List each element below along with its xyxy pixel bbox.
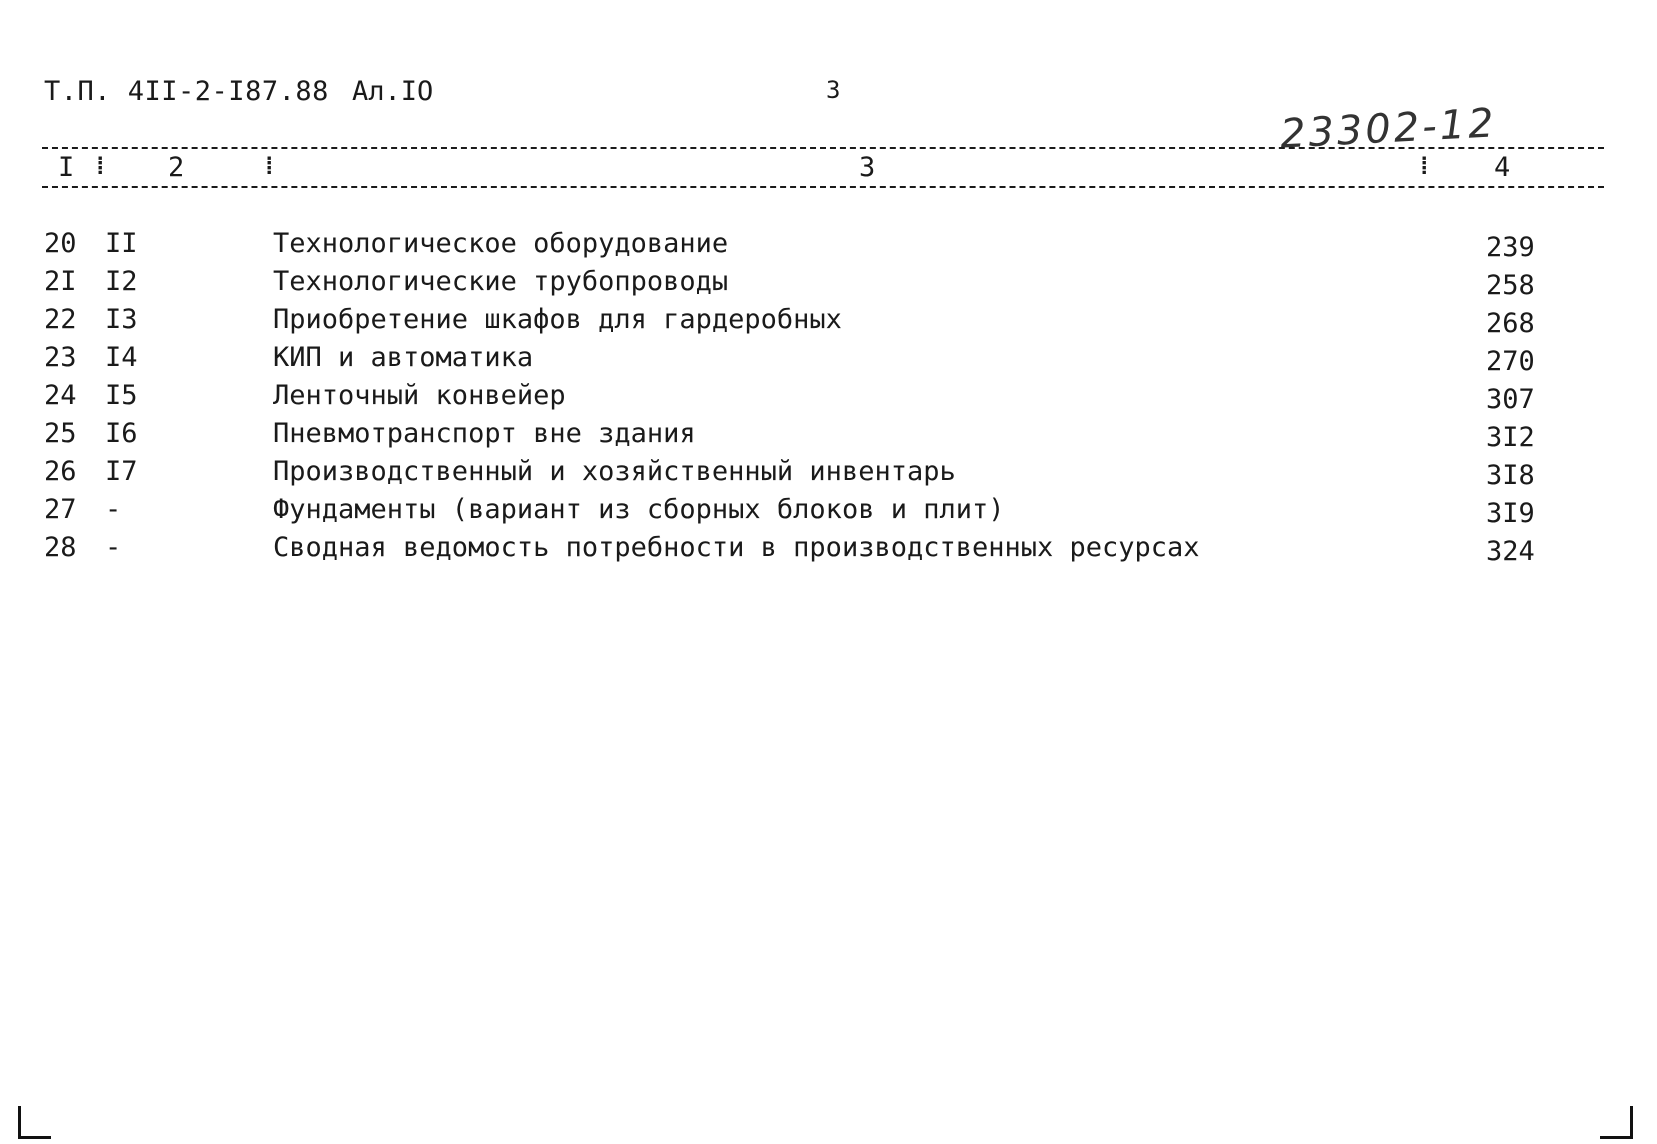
item-section: II: [105, 228, 138, 259]
item-page: 258: [1486, 270, 1535, 301]
item-number: 23: [44, 342, 77, 373]
list-item: [0, 342, 1657, 380]
contents-list: [0, 228, 1657, 570]
item-title: Приобретение шкафов для гардеробных: [273, 304, 842, 335]
column-separator: ⁞: [262, 152, 277, 180]
item-number: 20: [44, 228, 77, 259]
item-title: Фундаменты (вариант из сборных блоков и плит): [273, 494, 1005, 525]
item-title: Ленточный конвейер: [273, 380, 566, 411]
item-number: 27: [44, 494, 77, 525]
item-page: 270: [1486, 346, 1535, 377]
item-number: 24: [44, 380, 77, 411]
item-page: 3I8: [1486, 460, 1535, 491]
item-title: Производственный и хозяйственный инвентарь: [273, 456, 956, 487]
item-section: I4: [105, 342, 138, 373]
list-item: [0, 228, 1657, 266]
item-section: I7: [105, 456, 138, 487]
item-section: I6: [105, 418, 138, 449]
item-number: 2I: [44, 266, 77, 297]
list-item: [0, 266, 1657, 304]
item-title: КИП и автоматика: [273, 342, 534, 373]
sheet-label: Ал.IO: [352, 76, 434, 107]
item-page: 268: [1486, 308, 1535, 339]
list-item: [0, 304, 1657, 342]
list-item: [0, 456, 1657, 494]
item-page: 239: [1486, 232, 1535, 263]
item-number: 22: [44, 304, 77, 335]
item-number: 26: [44, 456, 77, 487]
column-header-3: 3: [859, 152, 876, 183]
corner-mark-bottom-right: [1600, 1106, 1633, 1139]
document-code: Т.П. 4II-2-I87.88: [44, 76, 329, 107]
list-item: [0, 494, 1657, 532]
item-section: -: [105, 532, 122, 563]
list-item: [0, 380, 1657, 418]
column-header-4: 4: [1494, 152, 1511, 183]
list-item: [0, 418, 1657, 456]
item-title: Технологическое оборудование: [273, 228, 729, 259]
column-separator: ⁞: [93, 152, 108, 180]
list-item: [0, 532, 1657, 570]
item-page: 307: [1486, 384, 1535, 415]
column-header-1: I: [58, 152, 75, 183]
header-dashed-line-top: [42, 147, 1604, 149]
column-separator: ⁞: [1417, 152, 1432, 180]
item-section: -: [105, 494, 122, 525]
item-number: 28: [44, 532, 77, 563]
page-number: 3: [826, 76, 841, 104]
item-page: 3I9: [1486, 498, 1535, 529]
item-page: 324: [1486, 536, 1535, 567]
header-dashed-line-bottom: [42, 186, 1604, 188]
inventory-number-handwritten: 23302-12: [1278, 100, 1498, 158]
item-section: I5: [105, 380, 138, 411]
item-section: I2: [105, 266, 138, 297]
column-header-2: 2: [168, 152, 185, 183]
item-title: Пневмотранспорт вне здания: [273, 418, 696, 449]
corner-mark-bottom-left: [18, 1106, 51, 1139]
item-number: 25: [44, 418, 77, 449]
item-title: Технологические трубопроводы: [273, 266, 729, 297]
item-page: 3I2: [1486, 422, 1535, 453]
item-title: Сводная ведомость потребности в производственных ресурсах: [273, 532, 1200, 563]
item-section: I3: [105, 304, 138, 335]
